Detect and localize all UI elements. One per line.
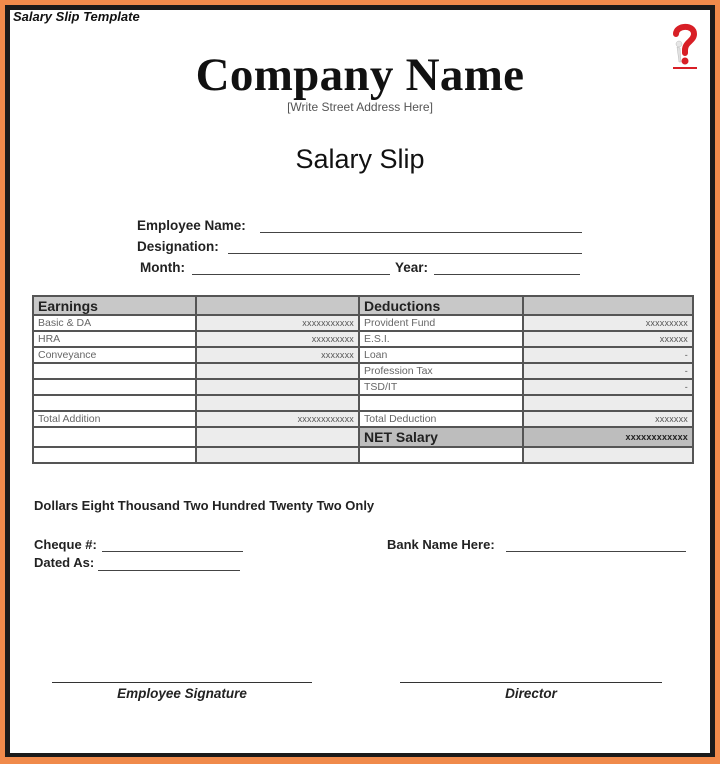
amount-in-words: Dollars Eight Thousand Two Hundred Twenty Two Only	[34, 498, 375, 513]
address-placeholder: [Write Street Address Here]	[287, 100, 433, 114]
deductions-amount-header	[523, 296, 693, 315]
table-row	[33, 379, 693, 395]
earning-label: Basic & DA	[33, 315, 196, 331]
table-row	[33, 395, 693, 411]
earning-value[interactable]: xxxxxxx	[196, 347, 359, 363]
deduction-label: E.S.I.	[359, 331, 523, 347]
total-addition-value[interactable]: xxxxxxxxxxxx	[196, 411, 359, 427]
month-label: Month:	[140, 260, 185, 275]
year-label: Year:	[395, 260, 429, 275]
deduction-label	[359, 395, 523, 411]
earning-value[interactable]: xxxxxxxxxxx	[196, 315, 359, 331]
salary-slip-page	[10, 10, 710, 753]
table-header-row	[33, 296, 693, 315]
deduction-value[interactable]: -	[523, 363, 693, 379]
dated-as-field[interactable]	[98, 570, 240, 571]
earning-value[interactable]: xxxxxxxxx	[196, 331, 359, 347]
empty-value-cell[interactable]	[523, 447, 693, 463]
table-row	[33, 447, 693, 463]
year-field[interactable]	[434, 274, 580, 275]
net-salary-value[interactable]: xxxxxxxxxxxx	[523, 427, 693, 447]
total-addition-label: Total Addition	[33, 411, 196, 427]
total-deduction-label: Total Deduction	[359, 411, 523, 427]
table-row	[33, 331, 693, 347]
bank-name-field[interactable]	[506, 551, 686, 552]
cheque-number-field[interactable]	[102, 551, 243, 552]
month-field[interactable]	[192, 274, 390, 275]
deduction-label: Loan	[359, 347, 523, 363]
designation-field[interactable]	[228, 253, 582, 254]
director-signature-label: Director	[505, 686, 557, 701]
empty-value-cell[interactable]	[196, 427, 359, 447]
template-label: Salary Slip Template	[13, 9, 140, 24]
deduction-value[interactable]: -	[523, 379, 693, 395]
director-signature-line[interactable]	[400, 682, 662, 683]
deduction-value[interactable]: xxxxxx	[523, 331, 693, 347]
empty-cell	[33, 447, 196, 463]
employee-signature-line[interactable]	[52, 682, 312, 683]
empty-value-cell[interactable]	[196, 447, 359, 463]
earning-value[interactable]	[196, 363, 359, 379]
bank-name-label: Bank Name Here:	[387, 537, 495, 552]
earnings-header: Earnings	[33, 296, 196, 315]
deductions-header: Deductions	[359, 296, 523, 315]
earning-value[interactable]	[196, 379, 359, 395]
empty-cell	[359, 447, 523, 463]
table-row	[33, 315, 693, 331]
employee-name-label: Employee Name:	[137, 218, 246, 233]
employee-name-field[interactable]	[260, 232, 582, 233]
earning-label	[33, 363, 196, 379]
earning-label	[33, 395, 196, 411]
employee-signature-label: Employee Signature	[117, 686, 247, 701]
deduction-label: TSD/IT	[359, 379, 523, 395]
deduction-value[interactable]: xxxxxxxxx	[523, 315, 693, 331]
earning-label	[33, 379, 196, 395]
earnings-amount-header	[196, 296, 359, 315]
deduction-label: Provident Fund	[359, 315, 523, 331]
earning-value[interactable]	[196, 395, 359, 411]
table-row	[33, 363, 693, 379]
deduction-value[interactable]: -	[523, 347, 693, 363]
total-deduction-value[interactable]: xxxxxxx	[523, 411, 693, 427]
net-salary-row	[33, 427, 693, 447]
table-row	[33, 347, 693, 363]
dated-as-label: Dated As:	[34, 555, 95, 570]
designation-label: Designation:	[137, 239, 219, 254]
cheque-label: Cheque #:	[34, 537, 97, 552]
earning-label: HRA	[33, 331, 196, 347]
empty-cell	[33, 427, 196, 447]
earnings-deductions-table	[32, 295, 694, 464]
deduction-label: Profession Tax	[359, 363, 523, 379]
earning-label: Conveyance	[33, 347, 196, 363]
net-salary-label: NET Salary	[359, 427, 523, 447]
page-title: Salary Slip	[295, 144, 425, 174]
totals-row	[33, 411, 693, 427]
company-name: Company Name	[195, 49, 525, 101]
deduction-value[interactable]	[523, 395, 693, 411]
